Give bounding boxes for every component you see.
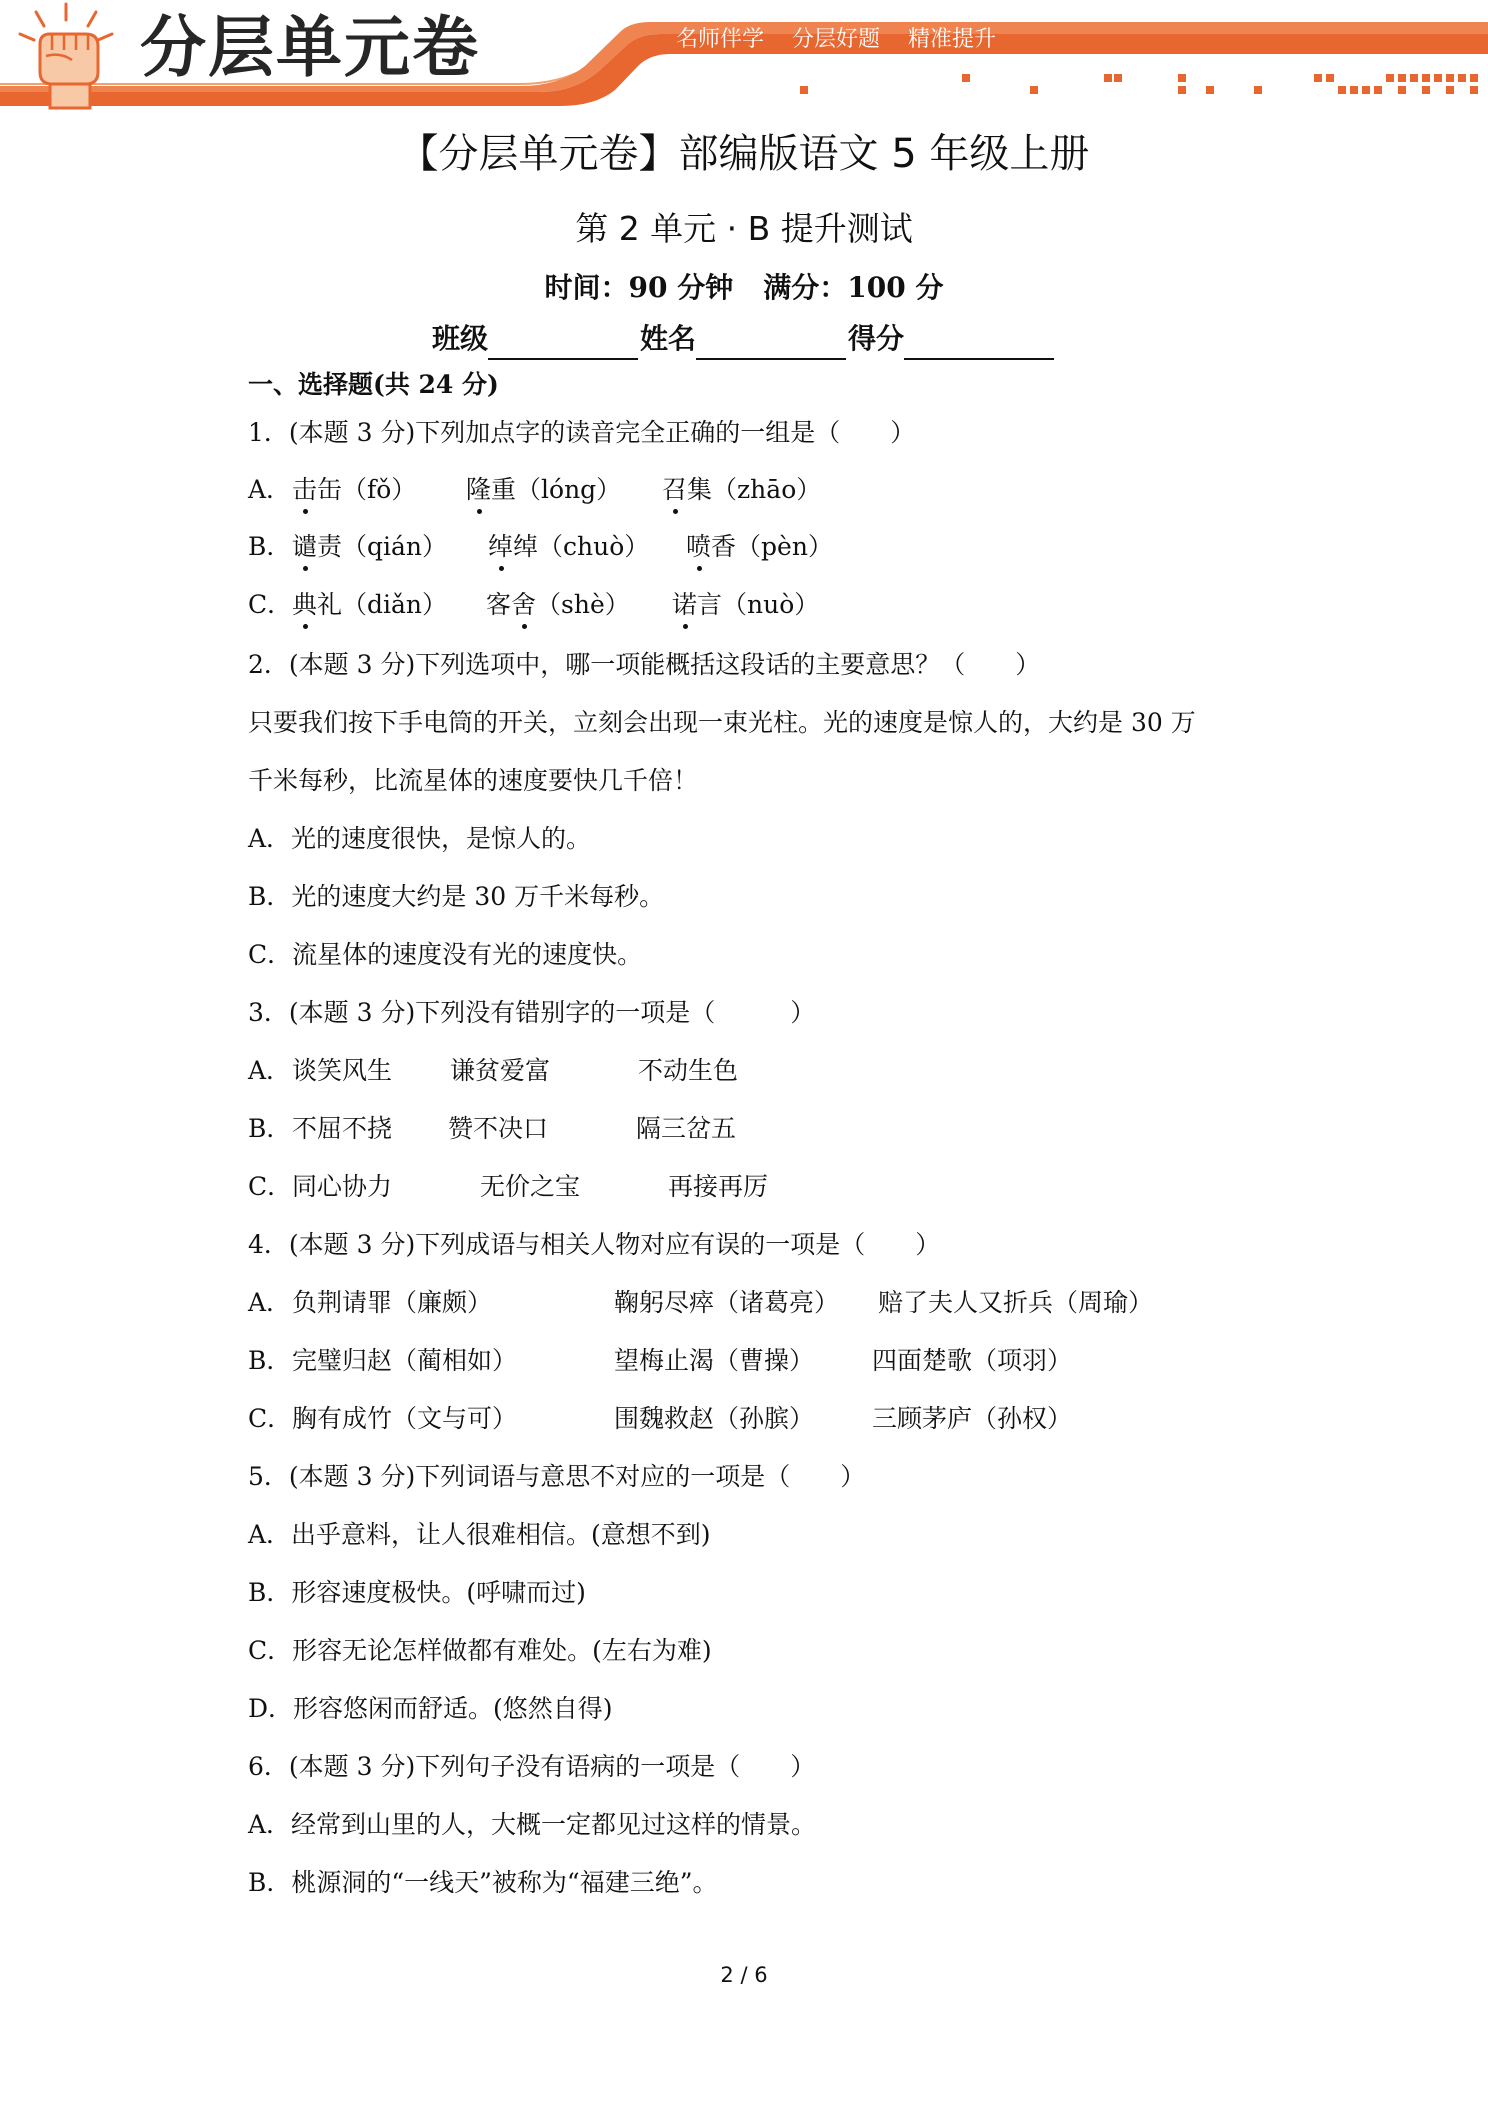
q4-a-item-1: 负荆请罪（廉颇） <box>292 1288 493 1317</box>
score-blank[interactable] <box>904 328 1054 360</box>
q2-stem: 2．(本题 3 分)下列选项中，哪一项能概括这段话的主要意思？（ ） <box>248 650 1041 679</box>
q4-b-item-2: 望梅止渴（曹操） <box>614 1346 815 1375</box>
q3-c-item-3: 再接再厉 <box>668 1172 769 1201</box>
q3-b-item-1: 不屈不挠 <box>292 1114 393 1143</box>
q1-b-item-1: 谴责（qián） <box>292 530 447 564</box>
option-label: C． <box>248 1404 293 1433</box>
q3-c-item-2: 无价之宝 <box>480 1172 581 1201</box>
q3-a-item-1: 谈笑风生 <box>292 1056 393 1085</box>
q3-a-item-2: 谦贫爱富 <box>450 1056 551 1085</box>
q4-option-c <box>248 1402 1073 1436</box>
paper-subtitle: 第 2 单元 · B 提升测试 <box>575 209 913 248</box>
exam-meta <box>0 268 1488 308</box>
q4-option-a <box>248 1286 1154 1320</box>
name-blank[interactable] <box>696 328 846 360</box>
section-heading: 一、选择题(共 24 分) <box>248 370 499 399</box>
q4-option-b <box>248 1344 1073 1378</box>
q4-b-item-1: 完璧归赵（蔺相如） <box>292 1346 518 1375</box>
option-label: C． <box>248 1172 293 1201</box>
q4-a-item-2: 鞠躬尽瘁（诸葛亮） <box>614 1288 840 1317</box>
q2-passage-line-1: 只要我们按下手电筒的开关，立刻会出现一束光柱。光的速度是惊人的，大约是 30 万 <box>248 708 1196 737</box>
q5-option-b: B．形容速度极快。(呼啸而过) <box>248 1578 586 1607</box>
q4-c-item-1: 胸有成竹（文与可） <box>292 1404 518 1433</box>
option-label: B． <box>248 532 292 561</box>
q4-a-item-3: 赔了夫人又折兵（周瑜） <box>878 1288 1154 1317</box>
option-label: C． <box>248 590 293 619</box>
q1-c-item-3: 诺言（nuò） <box>672 588 819 622</box>
q1-option-a <box>248 473 822 507</box>
option-label: B． <box>248 1346 292 1375</box>
q3-b-item-3: 隔三岔五 <box>636 1114 737 1143</box>
q1-stem: 1．(本题 3 分)下列加点字的读音完全正确的一组是（ ） <box>248 418 916 447</box>
student-info-line <box>0 318 1488 360</box>
slogan-3: 精准提升 <box>908 27 997 52</box>
q5-option-d: D．形容悠闲而舒适。(悠然自得) <box>248 1694 613 1723</box>
slogan-group <box>676 22 996 53</box>
q6-option-a: A．经常到山里的人，大概一定都见过这样的情景。 <box>248 1810 817 1839</box>
paper-title: 【分层单元卷】部编版语文 5 年级上册 <box>398 131 1090 177</box>
full-score: 满分：100 分 <box>763 271 944 304</box>
q3-a-item-3: 不动生色 <box>638 1056 739 1085</box>
q5-option-a: A．出乎意料，让人很难相信。(意想不到) <box>248 1520 711 1549</box>
q4-c-item-3: 三顾茅庐（孙权） <box>872 1404 1073 1433</box>
q5-stem: 5．(本题 3 分)下列词语与意思不对应的一项是（ ） <box>248 1462 866 1491</box>
name-label: 姓名 <box>639 322 696 355</box>
q1-c-item-2: 客舍（shè） <box>486 588 630 622</box>
q2-passage-line-2: 千米每秒，比流星体的速度要快几千倍！ <box>248 766 699 795</box>
q1-option-c <box>248 588 820 622</box>
q2-option-a: A．光的速度很快，是惊人的。 <box>248 824 592 853</box>
q3-c-item-1: 同心协力 <box>292 1172 393 1201</box>
q4-b-item-3: 四面楚歌（项羽） <box>872 1346 1073 1375</box>
q3-b-item-2: 赞不决口 <box>448 1114 549 1143</box>
option-label: A． <box>248 1056 292 1085</box>
slogan-2: 分层好题 <box>792 27 881 52</box>
q1-option-b <box>248 530 833 564</box>
option-label: B． <box>248 1114 292 1143</box>
option-label: A． <box>248 1288 292 1317</box>
q6-option-b: B．桃源洞的“一线天”被称为“福建三绝”。 <box>248 1868 718 1897</box>
q4-c-item-2: 围魏救赵（孙膑） <box>614 1404 815 1433</box>
header-banner <box>0 0 1488 112</box>
q2-option-c: C．流星体的速度没有光的速度快。 <box>248 940 643 969</box>
q3-option-a <box>248 1054 739 1088</box>
time-limit: 时间：90 分钟 <box>544 271 734 304</box>
option-label: A． <box>248 475 292 504</box>
q3-option-b <box>248 1112 737 1146</box>
q4-stem: 4．(本题 3 分)下列成语与相关人物对应有误的一项是（ ） <box>248 1230 941 1259</box>
q3-option-c <box>248 1170 769 1204</box>
fist-icon <box>6 0 136 112</box>
q1-a-item-1: 击缶（fǒ） <box>292 473 416 507</box>
score-label: 得分 <box>848 322 905 355</box>
q1-a-item-3: 召集（zhāo） <box>662 473 821 507</box>
q1-c-item-1: 典礼（diǎn） <box>292 588 447 622</box>
page-number: 2 / 6 <box>720 1963 768 1987</box>
class-blank[interactable] <box>488 328 638 360</box>
class-label: 班级 <box>431 322 488 355</box>
q1-b-item-2: 绰绰（chuò） <box>488 530 649 564</box>
brand-title: 分层单元卷 <box>140 9 480 86</box>
slogan-1: 名师伴学 <box>676 27 765 52</box>
q1-b-item-3: 喷香（pèn） <box>686 530 833 564</box>
q1-a-item-2: 隆重（lóng） <box>466 473 621 507</box>
q6-stem: 6．(本题 3 分)下列句子没有语病的一项是（ ） <box>248 1752 816 1781</box>
q5-option-c: C．形容无论怎样做都有难处。(左右为难) <box>248 1636 712 1665</box>
q2-option-b: B．光的速度大约是 30 万千米每秒。 <box>248 882 665 911</box>
q3-stem: 3．(本题 3 分)下列没有错别字的一项是（ ） <box>248 998 816 1027</box>
